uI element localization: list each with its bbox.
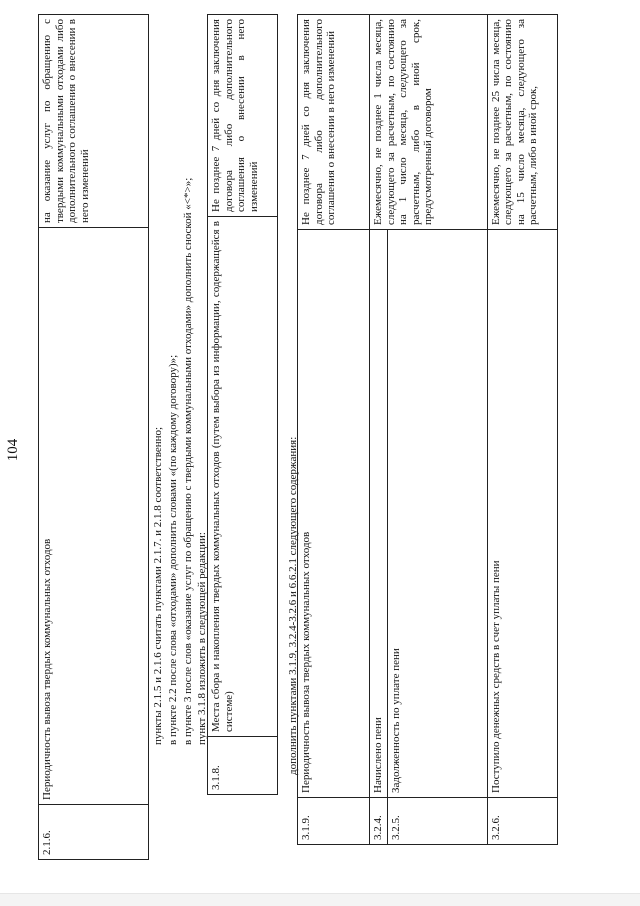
row-indicator-name: Поступило денежных средств в счет уплаты пени	[487, 230, 557, 798]
table-row	[487, 15, 557, 845]
paragraph-4: пункт 3.1.8 изложить в следующей редакции:	[196, 532, 208, 745]
table-row	[298, 15, 370, 845]
row-deadline: Не позднее 7 дней со дня заключения договора либо дополнительного соглашения о внесении в него изменений	[208, 15, 278, 217]
table-3-1-8	[207, 14, 278, 795]
paragraph-1: пункты 2.1.5 и 2.1.6 считать пунктами 2.1.7. и 2.1.8 соответственно;	[152, 426, 164, 745]
row-indicator-name: Задолженность по уплате пени	[387, 230, 487, 798]
table-new-items	[297, 14, 558, 845]
row-indicator-name: Периодичность вывоза твердых коммунальных отходов	[298, 230, 370, 798]
row-number: 3.1.9.	[298, 798, 370, 845]
page-number: 104	[5, 438, 21, 462]
row-number: 3.2.4.	[370, 798, 388, 845]
table-row	[39, 15, 149, 860]
row-deadline: Не позднее 7 дней со дня заключения договора либо дополнительного соглашения о внесении в него изменений	[298, 15, 370, 230]
row-deadline: Ежемесячно, не позднее 1 числа месяца, следующего за расчетным, по состоянию на 1 число месяца, следующего за расчетным, либо в иной срок, предусмотренный договором	[370, 15, 488, 230]
table-continuation	[38, 14, 149, 860]
paragraph-2: в пункте 2.2 после слова «отходами» дополнить словами «(по каждому договору)»;	[167, 354, 179, 745]
row-indicator-name: Периодичность вывоза твердых коммунальных отходов	[39, 228, 149, 805]
row-number: 3.2.6.	[487, 798, 557, 845]
row-number: 3.2.5.	[387, 798, 487, 845]
row-indicator-name: Начислено пени	[370, 230, 388, 798]
row-deadline: на оказание услуг по обращению с твердыми коммунальными отходами либо дополнительного соглашения о внесении в него изменений	[39, 15, 149, 228]
row-number: 2.1.6.	[39, 805, 149, 860]
paragraph-add: дополнить пунктами 3.1.9, 3.2.4-3.2.6 и 6.6.2.1 следующего содержания:	[287, 436, 299, 775]
row-number: 3.1.8.	[208, 737, 278, 795]
row-deadline: Ежемесячно, не позднее 25 числа месяца, следующего за расчетным, по состоянию на 15 число месяца, следующего за расчетным, либо в иной срок,	[487, 15, 557, 230]
table-row	[208, 15, 278, 795]
paragraph-3: в пункте 3 после слов «оказание услуг по обращению с твердыми коммунальными отходами» дополнить сноской «<*>»;	[182, 177, 194, 745]
table-row	[370, 15, 388, 845]
row-indicator-name: Места сбора и накопления твердых коммунальных отходов (путем выбора из информации, содержащейся в системе)	[208, 217, 278, 737]
